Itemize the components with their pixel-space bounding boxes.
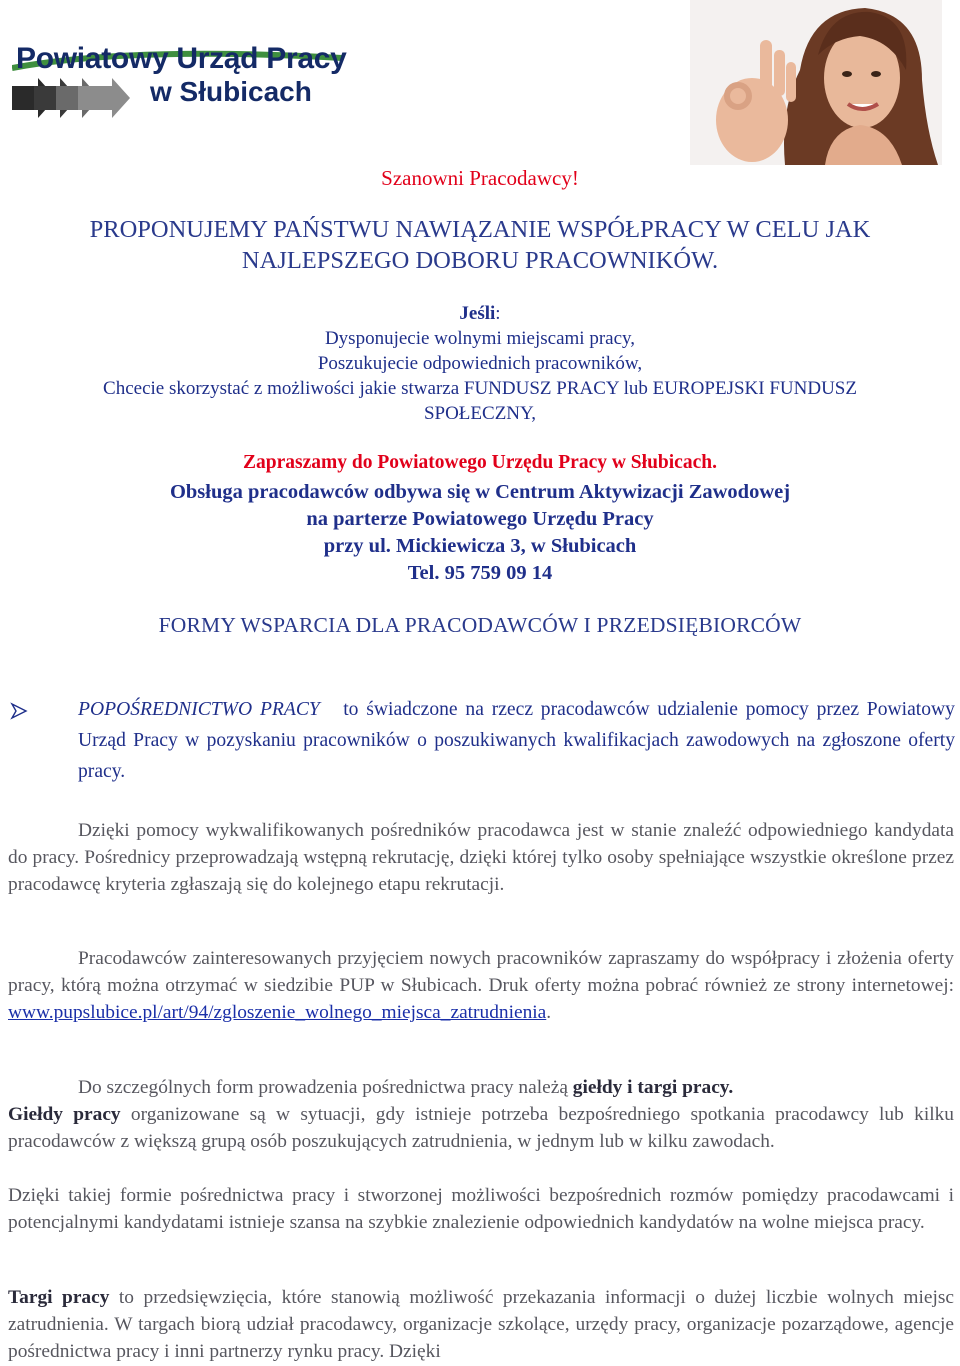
service-line: Obsługa pracodawców odbywa się w Centrum Aktywizacji Zawodowej — [169, 481, 791, 503]
job-fairs-text: to przedsięwzięcia, które stanowią możliwość przekazania informacji o dużej liczbie wolnych miejsc zatrudnienia. W targach biorą udział pracodawcy, organizacje szkolące, urzędy pracy, organizacje pozarządowe, agencje pośrednictwa pracy i inni partnerzy rynku pracy. Dzięki — [8, 1287, 954, 1363]
paragraph-special-forms-bold: giełdy i targi pracy. — [572, 1077, 734, 1098]
service-phone: Tel. 95 759 09 14 — [407, 562, 553, 584]
conditions-label: Jeśli — [459, 303, 496, 324]
condition-line: SPOŁECZNY, — [423, 403, 537, 424]
conditions-colon: : — [495, 303, 501, 324]
bullet-text — [78, 694, 955, 787]
headline-line1: PROPONUJEMY PAŃSTWU NAWIĄZANIE WSPÓŁPRACY W CELU JAK — [89, 216, 871, 243]
paragraph-offer-text: Pracodawców zainteresowanych przyjęciem nowych pracowników zapraszamy do współpracy i złożenia oferty pracy, którą można otrzymać w siedzibie PUP w Słubicach. Druk oferty można pobrać również ze strony internetowej: — [8, 948, 954, 997]
logo — [12, 36, 347, 118]
condition-line: Dysponujecie wolnymi miejscami pracy, — [324, 328, 636, 349]
headline — [0, 214, 960, 276]
paragraph-special-forms — [8, 1074, 954, 1101]
paragraph-offer — [8, 945, 954, 1027]
logo-text-line2: w Słubicach — [150, 76, 312, 107]
paragraph-direct-talks: Dzięki takiej formie pośrednictwa pracy i stworzonej możliwości bezpośrednich rozmów pomiędzy pracodawcami i potencjalnymi kandydatami istnieje szansa na szybkie znalezienie odpowiednich kandydatów na wolne miejsca pracy. — [8, 1185, 954, 1234]
bullet-term: POPOŚREDNICTWO PRACY — [78, 699, 320, 720]
greeting: Szanowni Pracodawcy! — [381, 166, 579, 190]
paragraph-job-exchanges — [8, 1101, 954, 1155]
condition-line: Chcecie skorzystać z możliwości jakie stwarza FUNDUSZ PRACY lub EUROPEJSKI FUNDUSZ — [103, 378, 857, 399]
paragraph-intermediaries: Dzięki pomocy wykwalifikowanych pośredników pracodawca jest w stanie znaleźć odpowiedniego kandydata do pracy. Pośrednicy przeprowadzają wstępną rekrutację, dzięki której tylko osoby spełniające wszystkie określone przez pracodawcę kryteria zgłaszają się do kolejnego etapu rekrutacji. — [8, 820, 954, 896]
paragraph-special-forms-text: Do szczególnych form prowadzenia pośrednictwa pracy należą — [78, 1077, 573, 1098]
service-line: na parterze Powiatowego Urzędu Pracy — [306, 508, 654, 530]
paragraph-job-fairs — [8, 1284, 954, 1366]
job-exchanges-term: Giełdy pracy — [8, 1104, 121, 1125]
conditions-block — [0, 301, 960, 426]
service-info — [0, 479, 960, 587]
photo-illustration — [690, 0, 942, 165]
offer-form-link[interactable]: www.pupslubice.pl/art/94/zgloszenie_wolnego_miejsca_zatrudnienia — [8, 1002, 547, 1024]
woman-ok-gesture-photo — [690, 0, 942, 165]
job-fairs-term: Targi pracy — [8, 1287, 110, 1308]
bullet-description: to świadczone na rzecz pracodawców udzialenie pomocy przez Powiatowy Urząd Pracy w pozyskaniu pracowników o poszukiwanych kwalifikacjach zawodowych na zgłoszone oferty pracy. — [78, 699, 955, 782]
headline-line2: NAJLEPSZEGO DOBORU PRACOWNIKÓW. — [241, 247, 719, 274]
condition-line: Poszukujecie odpowiednich pracowników, — [317, 353, 643, 374]
service-line: przy ul. Mickiewicza 3, w Słubicach — [323, 535, 637, 557]
forms-title: FORMY WSPARCIA DLA PRACODAWCÓW I PRZEDSIĘBIORCÓW — [158, 613, 802, 637]
invitation: Zapraszamy do Powiatowego Urzędu Pracy w Słubicach. — [243, 452, 717, 473]
arrow-bullet-icon — [10, 702, 28, 720]
logo-text-line1: Powiatowy Urząd Pracy — [16, 42, 347, 75]
conditions-label-row — [0, 301, 960, 326]
job-exchanges-text: organizowane są w sytuacji, gdy istnieje potrzeba bezpośredniego spotkania pracodawcy lub kilku pracodawców z większą grupą osób poszukujących zatrudnienia, w jednym lub w kilku zawodach. — [8, 1104, 954, 1153]
paragraph-offer-end: . — [546, 1002, 552, 1024]
